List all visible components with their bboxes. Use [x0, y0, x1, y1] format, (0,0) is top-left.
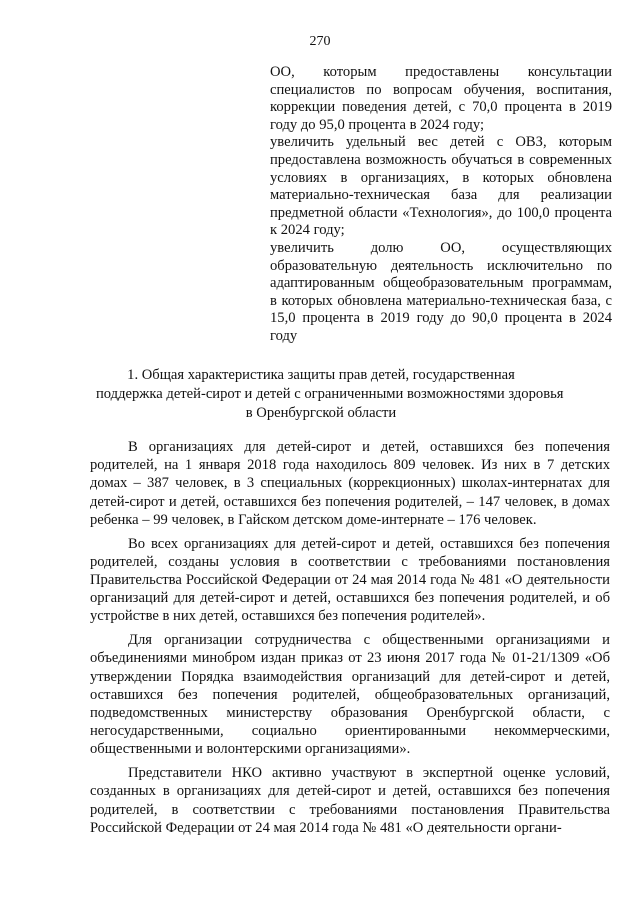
list-item: ОО, которым предоставлены консультации специалистов по вопросам обучения, воспитания, коррекции поведения детей, с 70,0 процента в 2019 году до 95,0 процента в 2024 году;: [270, 64, 612, 133]
list-continuation: [270, 64, 612, 346]
page-number: 270: [309, 34, 331, 49]
paragraph: Во всех организациях для детей-сирот и детей, оставшихся без попечения родителей, созданы условия в соответствии с требованиями постановления Правительства Российской Федерации от 24 мая 2014 года № 481 «О деятельности организаций для детей-сирот и детей, оставшихся без попечения родителей, и об устройстве в них детей, оставшихся без попечения родителей».: [90, 535, 610, 625]
section-title-line: 1. Общая характеристика защиты прав детей, государственная: [127, 367, 515, 383]
paragraph: Представители НКО активно участвуют в экспертной оценке условий, созданных в организациях для детей-сирот и детей, оставшихся без попечения родителей, в соответствии с требованиями постановления Правительства Российской Федерации от 24 мая 2014 года № 481 «О деятельности органи-: [90, 765, 610, 836]
list-item: увеличить удельный вес детей с ОВЗ, которым предоставлена возможность обучаться в современных условиях в организациях, в которых обновлена материально-техническая база для реализации предметной области «Технология», до 100,0 процента к 2024 году;: [270, 134, 612, 239]
paragraph: Для организации сотрудничества с общественными организациями и объединениями минобром издан приказ от 23 июня 2017 года № 01-21/1309 «Об утверждении Порядка взаимодействия организаций для детей-сирот и детей, оставшихся без попечения родителей, общеобразовательных организаций, подведомственных министерству образования Оренбургской области, с негосударственными, социально ориентированными некоммерческими, общественными и волонтерскими организациями».: [90, 632, 610, 758]
section-title-line: в Оренбургской области: [245, 405, 397, 421]
body-text: [90, 438, 610, 843]
list-item: увеличить долю ОО, осуществляющих образовательную деятельность исключительно по адаптированным общеобразовательным программам, в которых обновлена материально-техническая база, с 15,0 процента в 2019 году до 90,0 процента в 2024 году: [270, 239, 612, 344]
paragraph: В организациях для детей-сирот и детей, оставшихся без попечения родителей, на 1 января 2018 года находилось 809 человек. Из них в 7 детских домах – 387 человек, в 3 специальных (коррекционных) школах-интернатах для детей-сирот и детей, оставшихся без попечения родителей, – 147 человек, в домах ребенка – 99 человек, в Гайском детском доме-интернате – 176 человек.: [90, 439, 610, 528]
section-title-line: поддержка детей-сирот и детей с ограниченными возможностями здоровья: [96, 386, 564, 402]
section-title: [96, 366, 564, 423]
